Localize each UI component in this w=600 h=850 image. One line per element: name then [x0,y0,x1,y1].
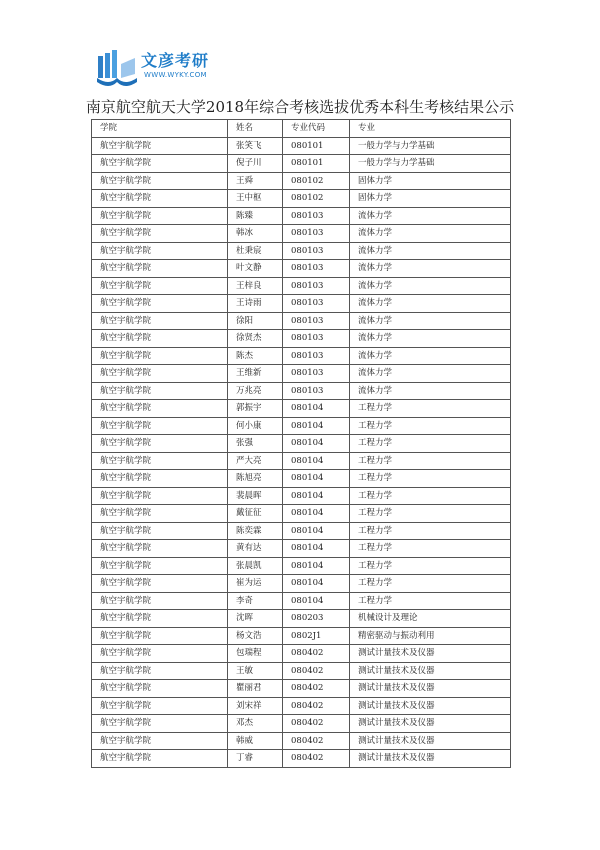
cell-major-code: 080103 [283,295,350,313]
cell-major-code: 080101 [283,155,350,173]
cell-major-code: 080104 [283,400,350,418]
table-row [92,557,511,575]
cell-major: 测试计量技术及仪器 [350,662,511,680]
table-row [92,697,511,715]
cell-major: 工程力学 [350,452,511,470]
table-row [92,470,511,488]
cell-college: 航空宇航学院 [92,190,228,208]
cell-major-code: 080103 [283,312,350,330]
cell-major: 测试计量技术及仪器 [350,697,511,715]
header-name: 姓名 [228,120,283,138]
cell-major: 流体力学 [350,365,511,383]
cell-major-code: 080104 [283,540,350,558]
cell-major-code: 080402 [283,750,350,768]
cell-major: 流体力学 [350,382,511,400]
cell-major-code: 080103 [283,382,350,400]
cell-major-code: 080402 [283,662,350,680]
cell-name: 杨文浩 [228,627,283,645]
table-row [92,680,511,698]
cell-name: 王中枢 [228,190,283,208]
cell-college: 航空宇航学院 [92,207,228,225]
cell-name: 张强 [228,435,283,453]
logo-book-icon [95,44,139,88]
cell-major: 测试计量技术及仪器 [350,715,511,733]
table-row [92,732,511,750]
cell-name: 戴征征 [228,505,283,523]
cell-name: 张笑飞 [228,137,283,155]
cell-major-code: 080402 [283,680,350,698]
cell-college: 航空宇航学院 [92,225,228,243]
cell-name: 杜秉宸 [228,242,283,260]
table-row [92,382,511,400]
cell-major-code: 080103 [283,330,350,348]
header-college: 学院 [92,120,228,138]
table-row [92,715,511,733]
cell-college: 航空宇航学院 [92,592,228,610]
cell-name: 叶文静 [228,260,283,278]
cell-name: 黄有达 [228,540,283,558]
table-row [92,645,511,663]
table-row [92,365,511,383]
cell-name: 丁睿 [228,750,283,768]
cell-name: 王敏 [228,662,283,680]
cell-college: 航空宇航学院 [92,575,228,593]
cell-major: 测试计量技术及仪器 [350,680,511,698]
cell-major-code: 080103 [283,347,350,365]
table-row [92,505,511,523]
cell-major-code: 080103 [283,365,350,383]
cell-major-code: 080104 [283,470,350,488]
table-row [92,137,511,155]
cell-major: 工程力学 [350,435,511,453]
cell-major-code: 080102 [283,172,350,190]
cell-college: 航空宇航学院 [92,627,228,645]
results-table [91,119,511,768]
cell-college: 航空宇航学院 [92,452,228,470]
cell-major-code: 080103 [283,207,350,225]
cell-major: 流体力学 [350,260,511,278]
cell-major: 测试计量技术及仪器 [350,732,511,750]
cell-name: 王梓良 [228,277,283,295]
cell-major-code: 080104 [283,487,350,505]
cell-major: 工程力学 [350,400,511,418]
cell-college: 航空宇航学院 [92,557,228,575]
table-row [92,540,511,558]
cell-name: 徐贤杰 [228,330,283,348]
table-row [92,662,511,680]
cell-college: 航空宇航学院 [92,295,228,313]
cell-name: 倪子川 [228,155,283,173]
cell-name: 沈晖 [228,610,283,628]
cell-college: 航空宇航学院 [92,277,228,295]
cell-major: 流体力学 [350,295,511,313]
cell-major: 流体力学 [350,242,511,260]
cell-major-code: 080104 [283,592,350,610]
cell-college: 航空宇航学院 [92,715,228,733]
cell-name: 严大亮 [228,452,283,470]
cell-name: 刘宋祥 [228,697,283,715]
cell-major-code: 080402 [283,645,350,663]
cell-major: 流体力学 [350,312,511,330]
table-row [92,260,511,278]
table-row [92,575,511,593]
cell-major-code: 080104 [283,505,350,523]
cell-college: 航空宇航学院 [92,505,228,523]
cell-major-code: 080104 [283,522,350,540]
cell-name: 瞿丽君 [228,680,283,698]
table-row [92,207,511,225]
cell-name: 崔为运 [228,575,283,593]
cell-college: 航空宇航学院 [92,382,228,400]
table-row [92,347,511,365]
cell-name: 郭振宇 [228,400,283,418]
cell-name: 裴晨晖 [228,487,283,505]
table-row [92,627,511,645]
cell-name: 韩冰 [228,225,283,243]
cell-major: 一般力学与力学基础 [350,137,511,155]
cell-major: 固体力学 [350,172,511,190]
table-row [92,400,511,418]
cell-major: 流体力学 [350,347,511,365]
table-row [92,522,511,540]
cell-major: 流体力学 [350,225,511,243]
cell-college: 航空宇航学院 [92,400,228,418]
cell-major: 测试计量技术及仪器 [350,750,511,768]
header-major: 专业 [350,120,511,138]
cell-major: 机械设计及理论 [350,610,511,628]
cell-major: 测试计量技术及仪器 [350,645,511,663]
cell-name: 万兆亮 [228,382,283,400]
cell-college: 航空宇航学院 [92,172,228,190]
cell-college: 航空宇航学院 [92,435,228,453]
cell-major-code: 080103 [283,225,350,243]
cell-major: 工程力学 [350,470,511,488]
table-row [92,242,511,260]
cell-major: 流体力学 [350,207,511,225]
cell-major: 固体力学 [350,190,511,208]
cell-name: 邓杰 [228,715,283,733]
cell-major: 工程力学 [350,487,511,505]
cell-name: 徐阳 [228,312,283,330]
cell-major: 工程力学 [350,417,511,435]
table-row [92,417,511,435]
cell-college: 航空宇航学院 [92,662,228,680]
cell-name: 何小康 [228,417,283,435]
cell-major: 工程力学 [350,540,511,558]
cell-major: 工程力学 [350,592,511,610]
cell-major-code: 0802J1 [283,627,350,645]
cell-college: 航空宇航学院 [92,732,228,750]
cell-major-code: 080104 [283,435,350,453]
table-row [92,435,511,453]
cell-college: 航空宇航学院 [92,417,228,435]
cell-major-code: 080104 [283,575,350,593]
cell-name: 陈旭亮 [228,470,283,488]
cell-major-code: 080104 [283,557,350,575]
cell-college: 航空宇航学院 [92,330,228,348]
table-row [92,452,511,470]
cell-college: 航空宇航学院 [92,697,228,715]
cell-college: 航空宇航学院 [92,540,228,558]
cell-major: 流体力学 [350,277,511,295]
table-row [92,225,511,243]
cell-name: 韩威 [228,732,283,750]
cell-college: 航空宇航学院 [92,522,228,540]
cell-major: 精密驱动与振动利用 [350,627,511,645]
logo-url[interactable]: WWW.WYKY.COM [144,71,207,79]
cell-major-code: 080203 [283,610,350,628]
cell-college: 航空宇航学院 [92,645,228,663]
table-row [92,295,511,313]
cell-major: 工程力学 [350,557,511,575]
cell-college: 航空宇航学院 [92,137,228,155]
cell-college: 航空宇航学院 [92,680,228,698]
cell-college: 航空宇航学院 [92,487,228,505]
table-row [92,172,511,190]
cell-major: 工程力学 [350,575,511,593]
table-row [92,592,511,610]
logo-name: 文彦考研 [141,51,210,70]
cell-name: 陈臻 [228,207,283,225]
cell-major-code: 080402 [283,715,350,733]
site-logo [95,42,235,92]
cell-name: 李奇 [228,592,283,610]
cell-major: 工程力学 [350,505,511,523]
table-row [92,277,511,295]
cell-name: 陈奕霖 [228,522,283,540]
table-header-row [92,120,511,138]
cell-name: 陈杰 [228,347,283,365]
table-row [92,312,511,330]
cell-major: 一般力学与力学基础 [350,155,511,173]
table-row [92,155,511,173]
cell-major: 流体力学 [350,330,511,348]
cell-name: 包瑞程 [228,645,283,663]
cell-major-code: 080103 [283,260,350,278]
table-row [92,610,511,628]
cell-major-code: 080102 [283,190,350,208]
table-row [92,190,511,208]
page-title: 南京航空航天大学2018年综合考核选拔优秀本科生考核结果公示 [85,98,515,116]
cell-major-code: 080101 [283,137,350,155]
cell-major-code: 080402 [283,732,350,750]
cell-name: 张晨凯 [228,557,283,575]
cell-college: 航空宇航学院 [92,347,228,365]
cell-college: 航空宇航学院 [92,242,228,260]
header-major-code: 专业代码 [283,120,350,138]
cell-major-code: 080104 [283,417,350,435]
table-row [92,750,511,768]
table-row [92,330,511,348]
cell-college: 航空宇航学院 [92,610,228,628]
cell-college: 航空宇航学院 [92,155,228,173]
cell-college: 航空宇航学院 [92,260,228,278]
cell-name: 王舜 [228,172,283,190]
cell-major-code: 080103 [283,242,350,260]
cell-college: 航空宇航学院 [92,750,228,768]
cell-name: 王维新 [228,365,283,383]
cell-college: 航空宇航学院 [92,470,228,488]
cell-major-code: 080104 [283,452,350,470]
cell-major-code: 080402 [283,697,350,715]
table-row [92,487,511,505]
cell-college: 航空宇航学院 [92,365,228,383]
cell-major-code: 080103 [283,277,350,295]
cell-college: 航空宇航学院 [92,312,228,330]
cell-major: 工程力学 [350,522,511,540]
cell-name: 王诗雨 [228,295,283,313]
